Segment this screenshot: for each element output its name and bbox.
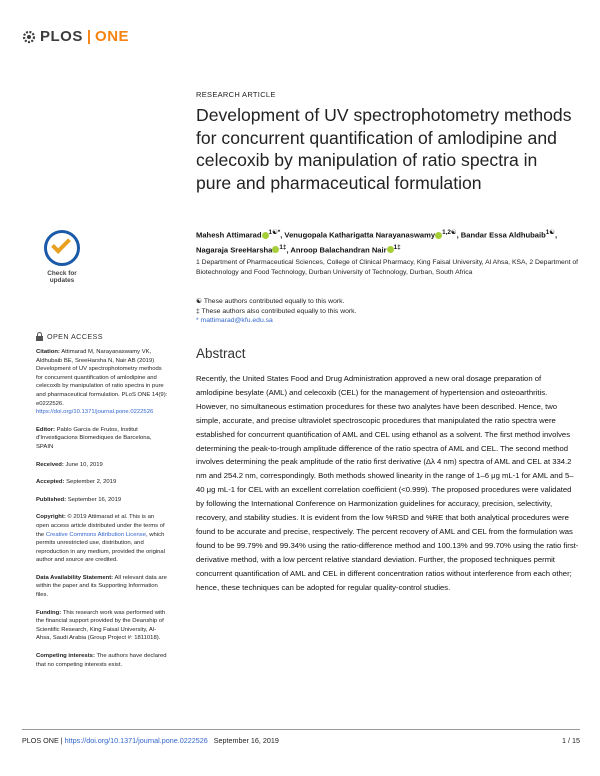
competing-interests-block — [36, 652, 168, 669]
citation-text: Attimarad M, Narayanaswamy VK, Aldhubaib BE, SreeHarsha N, Nair AB (2019) Development of UV spectrophotometry methods for concurrent quantification of amlodipine and celecoxib by manipulation of ratio spectra in pure and pharmaceutical formulation. PLoS ONE 14(9): e0222526. — [36, 349, 168, 407]
corresponding-email-link[interactable]: * mattimarad@kfu.edu.sa — [196, 317, 273, 324]
received-label: Received: — [36, 461, 64, 468]
received-date: June 10, 2019 — [65, 461, 103, 468]
orcid-icon[interactable] — [262, 232, 269, 239]
footer-journal: PLOS ONE — [22, 736, 59, 745]
article-type-label: RESEARCH ARTICLE — [196, 90, 276, 99]
page-footer — [22, 729, 580, 745]
accepted-label: Accepted: — [36, 479, 65, 486]
logo-plos: PLOS — [40, 28, 83, 45]
footer-date: September 16, 2019 — [213, 736, 279, 745]
funding-text: This research work was performed with the financial support provided by the Deanship of Scientific Research, King Faisal University, Al-Ahsa, Saudi Arabia (Group Project #: 1811018). — [36, 609, 166, 642]
data-availability-block — [36, 574, 168, 600]
author-name[interactable]: , Anroop Balachandran Nair — [286, 245, 387, 255]
citation-label: Citation: — [36, 349, 60, 355]
data-availability-label: Data Availability Statement: — [36, 574, 114, 581]
copyright-text: © 2019 Attimarad et al. This is an open access article distributed under the terms of the — [36, 514, 165, 538]
copyright-label: Copyright: — [36, 514, 66, 521]
author-affiliation-marker: 1,2☯ — [442, 229, 457, 236]
author-name[interactable]: , Bandar Essa Aldhubaib — [456, 230, 546, 240]
data-availability-text: All relevant data are within the paper and its Supporting Information files. — [36, 574, 167, 599]
logo-divider: | — [86, 28, 92, 45]
published-block — [36, 496, 168, 505]
editor-text: Pablo Garcia de Frutos, Institut d'Investigacions Biomediques de Barcelona, SPAIN — [36, 426, 152, 450]
author-list — [196, 227, 581, 256]
competing-interests-label: Competing interests: — [36, 653, 95, 660]
plos-gear-icon — [22, 30, 36, 44]
published-label: Published: — [36, 496, 67, 503]
author-notes — [196, 297, 581, 326]
article-metadata-sidebar — [36, 348, 168, 678]
received-block — [36, 461, 168, 470]
open-access-label: OPEN ACCESS — [47, 332, 103, 341]
author-affiliation-marker: 1‡ — [279, 243, 287, 251]
check-updates-line2: updates — [49, 277, 75, 284]
author-affiliation-marker: 1☯* — [268, 229, 281, 236]
copyright-block — [36, 513, 168, 565]
plos-one-logo[interactable] — [22, 28, 129, 45]
abstract-heading: Abstract — [196, 346, 246, 361]
affiliations: 1 Department of Pharmaceutical Sciences, College of Clinical Pharmacy, King Faisal University, Al Ahsa, KSA, 2 Department of Biotechnology and Food Technology, Durban University of Technology, Durban, South Africa — [196, 259, 579, 277]
open-access-indicator — [36, 332, 103, 341]
author-name[interactable]: Mahesh Attimarad — [196, 230, 262, 240]
footer-left — [22, 736, 562, 745]
check-updates-icon — [44, 230, 80, 266]
accepted-block — [36, 478, 168, 487]
license-link[interactable]: Creative Commons Attribution License — [45, 531, 147, 538]
funding-block — [36, 609, 168, 643]
accepted-date: September 2, 2019 — [66, 479, 117, 486]
author-affiliation-marker: 1☯ — [545, 229, 555, 236]
author-affiliation-marker: 1‡ — [393, 243, 401, 251]
open-lock-icon — [36, 332, 43, 341]
funding-label: Funding: — [36, 609, 62, 616]
orcid-icon[interactable] — [387, 246, 394, 253]
editor-label: Editor: — [36, 426, 55, 433]
check-updates-label — [38, 270, 86, 284]
editor-block — [36, 426, 168, 452]
check-for-updates-badge[interactable] — [38, 230, 86, 292]
competing-interests-text: The authors have declared that no competing interests exist. — [36, 653, 167, 668]
footer-separator: | — [58, 736, 65, 745]
author-name[interactable]: , Nagaraja SreeHarsha — [196, 230, 558, 255]
footer-doi-link[interactable]: https://doi.org/10.1371/journal.pone.0222526 — [64, 736, 208, 745]
copyright-text-end: , which permits unrestricted use, distribution, and reproduction in any medium, provided the original author and source are credited. — [36, 531, 166, 564]
abstract-body: Recently, the United States Food and Drug Administration approved a new oral dosage preparation of amlodipine besylate (AML) and celecoxib (CEL) for the management of hypertension and osteoarthritis. However, no simultaneous estimation procedures for these two analytes have been described. Hence, two simple, accurate, and precise ultraviolet spectroscopic procedures that manipulated the ratio spectra were established for concurrent quantification of AML and CEL using ethanol as a solvent. The first method involves determining the peak-to-trough amplitude difference of the ratio spectra of AML and CEL. The second method involves determining the peak amplitude of the ratio first derivative (Δλ 4 nm) spectra of AML and CEL at 334.2 nm and 254.2 nm, correspondingly. Both methods showed linearity in the range of 1–6 μg mL-1 for AML and 5–40 μg mL-1 for CEL with an excellent correlation coefficient (<0.999). The proposed procedures were validated by following the International Conference on Harmonization guidelines for accuracy, precision, selectivity, recovery, and stability studies. It is evident from the low %RSD and %RE that both analytical procedures were found to be accurate and precise, respectively. The percent recovery of AML and CEL from the formulation was found to be 99.79% and 99.34% using the ratio-difference method and 100.13% and 99.70% using the ratio first-derivative method, with a low percent relative standard deviation. Further, the proposed techniques permit concurrent quantification of AML and CEL in different concentration ratios without interference from each other; hence, these techniques can be adopted for regular quality-control studies. — [196, 374, 579, 592]
author-name[interactable]: , Venugopala Katharigatta Narayanaswamy — [280, 230, 436, 240]
article-title: Development of UV spectrophotometry methods for concurrent quantification of amlodipine and celecoxib by manipulation of ratio spectra in pure and pharmaceutical formulation — [196, 105, 572, 193]
published-date: September 16, 2019 — [67, 496, 122, 503]
page-number: 1 / 15 — [562, 736, 580, 745]
citation-doi-link[interactable]: https://doi.org/10.1371/journal.pone.0222526 — [36, 409, 154, 416]
also-equal-note: ‡ These authors also contributed equally to this work. — [196, 307, 357, 315]
equal-contribution-note: ☯ These authors contributed equally to this work. — [196, 298, 345, 305]
citation-block — [36, 348, 168, 417]
logo-one: ONE — [95, 28, 130, 45]
check-updates-line1: Check for — [47, 270, 77, 277]
